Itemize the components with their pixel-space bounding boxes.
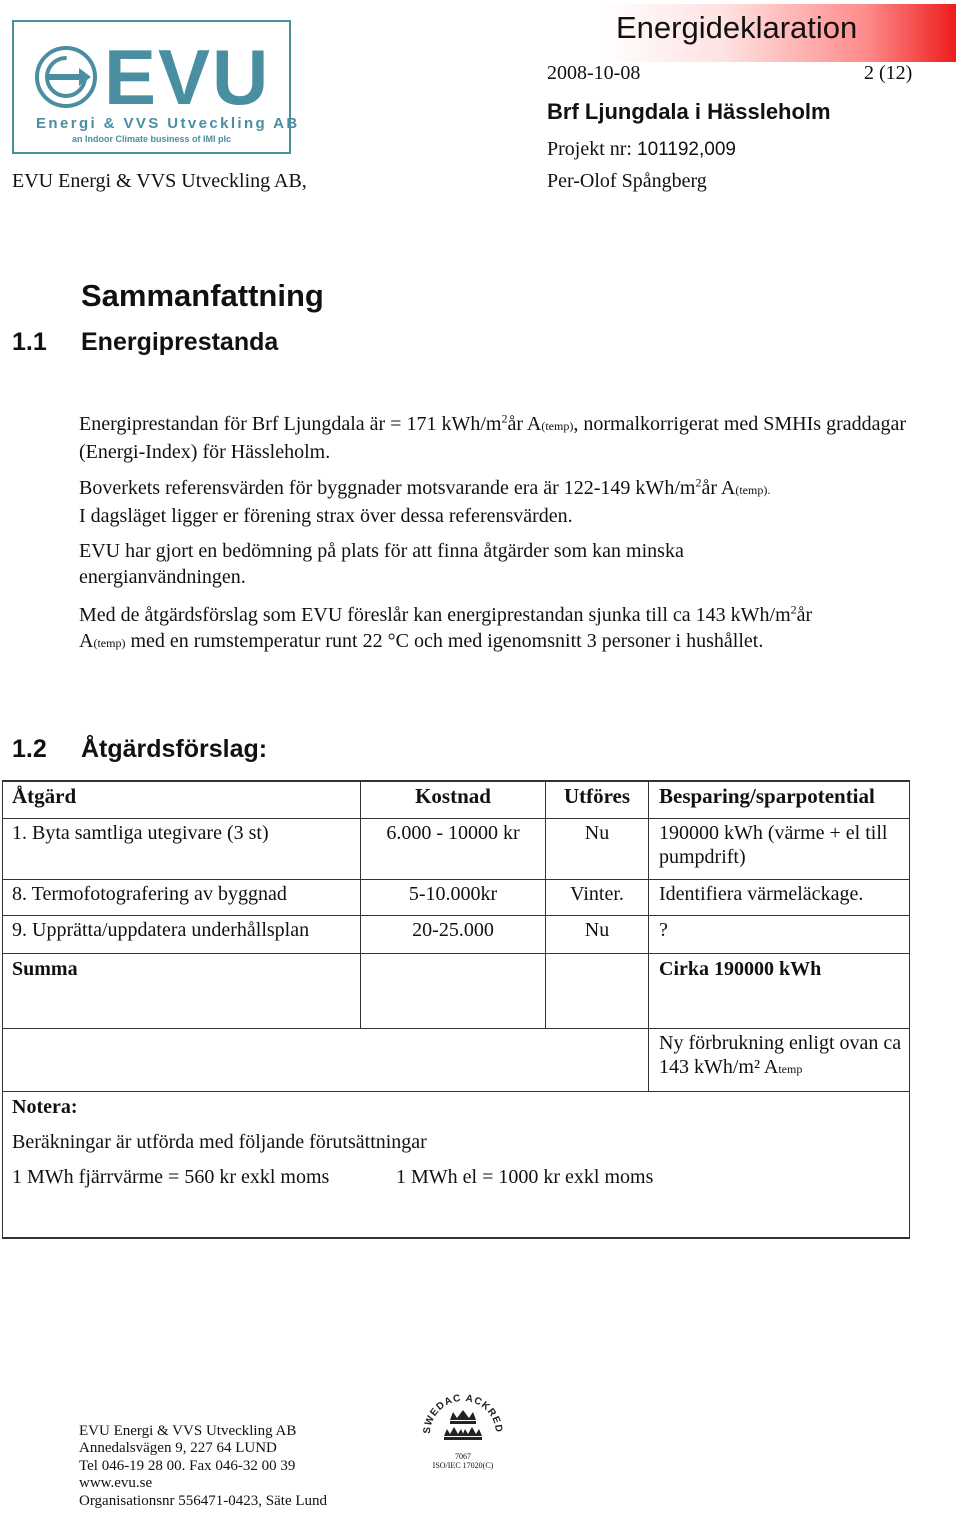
- table-row-1-when: Nu: [584, 822, 610, 844]
- page-number: 2 (12): [864, 62, 913, 84]
- reference-values-paragraph: Boverkets referensvärden för byggnader motsvarande era är 122-149 kWh/$m^2år$ A(temp). I dagsläget ligger er förening strax över dessa referensvärden.: [79, 475, 771, 527]
- sum-value: Cirka 190000 kWh: [659, 958, 822, 980]
- table-row-1-savings: 190000 kWh (värme + el till pumpdrift): [659, 822, 888, 868]
- footer-line: Tel 046-19 28 00. Fax 046-32 00 39: [79, 1457, 296, 1474]
- footer-address: [79, 1423, 327, 1510]
- seal-standard: ISO/IEC 17020(C): [432, 1461, 494, 1470]
- col-header-measure: Åtgärd: [12, 784, 77, 808]
- section-1-2-title: Åtgärdsförslag:: [81, 735, 268, 763]
- note-electricity: 1 MWh el = 1000 kr exkl moms: [396, 1166, 654, 1188]
- document-date: 2008-10-08: [547, 62, 641, 84]
- table-row-2-when: Vinter.: [570, 883, 624, 905]
- note-district-heating: 1 MWh fjärrvärme = 560 kr exkl moms: [12, 1166, 330, 1188]
- company-name: EVU Energi & VVS Utveckling AB,: [12, 170, 307, 192]
- col-header-savings: Besparing/sparpotential: [659, 784, 875, 808]
- footer-line: EVU Energi & VVS Utveckling AB: [79, 1423, 297, 1439]
- document-title: Energideklaration: [616, 10, 858, 45]
- section-1-1-title: Energiprestanda: [81, 328, 279, 356]
- project-label: Projekt nr:: [547, 138, 632, 160]
- logo-wordmark: EVU: [104, 33, 271, 121]
- swedac-crown-icon: [422, 1382, 504, 1452]
- table-row-2-measure: 8. Termofotografering av byggnad: [12, 883, 287, 905]
- table-row-3-when: Nu: [584, 919, 610, 941]
- property-name: Brf Ljungdala i Hässleholm: [547, 99, 831, 124]
- author-name: Per-Olof Spångberg: [547, 170, 707, 192]
- section-1-1-number: 1.1: [12, 328, 47, 356]
- project-number: 101192,009: [637, 139, 736, 160]
- potential-paragraph: Med de åtgärdsförslag som EVU föreslår kan energiprestandan sjunka till ca 143 kWh/$m^2år$ A(temp) med en rumstemperatur runt 22 °C och med igenomsnitt 3 personer i hushållet.: [79, 602, 813, 652]
- energy-performance-paragraph: Energiprestandan för Brf Ljungdala är = 171 kWh/$m^2år$ A(temp), normalkorrigerat med SMHIs graddagar (Energi-Index) för Hässleholm.: [79, 411, 907, 463]
- svg-text:SWEDAC ACKREDITERING: SWEDAC ACKRED: [422, 1392, 504, 1435]
- section-1-2-number: 1.2: [12, 735, 47, 763]
- table-row-1-measure: 1. Byta samtliga utegivare (3 st): [12, 822, 269, 844]
- table-row-1-cost: 6.000 - 10000 kr: [386, 822, 520, 844]
- note-label: Notera:: [12, 1096, 78, 1118]
- note-intro: Beräkningar är utförda med följande förutsättningar: [12, 1131, 427, 1153]
- footer-line: www.evu.se: [79, 1475, 153, 1492]
- footer-line: Annedalsvägen 9, 227 64 LUND: [79, 1440, 277, 1457]
- table-row-3-savings: ?: [659, 919, 668, 941]
- table-row-3-cost: 20-25.000: [412, 919, 494, 941]
- sum-label: Summa: [12, 958, 78, 980]
- new-usage: Ny förbrukning enligt ovan ca 143 kWh/m² Atemp: [659, 1032, 902, 1078]
- assessment-paragraph: EVU har gjort en bedömning på plats för att finna åtgärder som kan minska energianvändningen.: [79, 540, 684, 588]
- seal-number: 7067: [455, 1452, 471, 1461]
- logo-subtitle: Energi & VVS Utveckling AB: [36, 115, 300, 132]
- col-header-cost: Kostnad: [415, 784, 491, 808]
- logo-tagline: an Indoor Climate business of IMI plc: [72, 134, 232, 144]
- table-row-2-savings: Identifiera värmeläckage.: [659, 883, 864, 905]
- table-row-3-measure: 9. Upprätta/uppdatera underhållsplan: [12, 919, 310, 941]
- footer-line: Organisationsnr 556471-0423, Säte Lund: [79, 1492, 328, 1509]
- summary-heading: Sammanfattning: [81, 278, 324, 313]
- col-header-when: Utföres: [563, 784, 631, 808]
- table-row-2-cost: 5-10.000kr: [408, 883, 498, 905]
- swedac-accreditation-seal: [422, 1382, 504, 1472]
